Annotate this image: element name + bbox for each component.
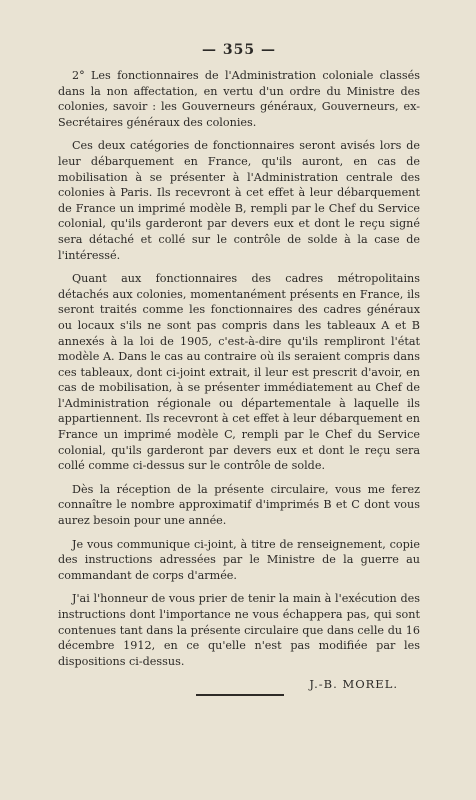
paragraph-instructions-copy: Je vous communique ci-joint, à titre de renseignement, copie des instructions adressées par le Ministre de la guerre au commandant de corps d'armée. (58, 537, 420, 582)
paragraph-non-affectation: 2° Les fonctionnaires de l'Administration coloniale classés dans la non affectation, en vertu d'un ordre du Ministre des colonies, savoir : les Gouverneurs généraux, Gouverneurs, ex-Secrétaires généraux des colonies. (58, 69, 420, 129)
signature: J.-B. MOREL. (309, 677, 398, 692)
page-number: — 355 — (202, 42, 276, 58)
paragraph-forms-count: Dès la réception de la présente circulaire, vous me ferez connaître le nombre approximatif d'imprimés B et C dont vous aurez besoin pour une année. (58, 482, 420, 528)
closing-rule (196, 694, 284, 696)
paragraph-two-categories: Ces deux catégories de fonctionnaires seront avisés lors de leur débarquement en France, qu'ils auront, en cas de mobilisation à se présenter à l'Administration centrale des colonies à Paris. Ils recevront à cet effet à leur débarquement de France un imprimé modèle B, rempli par le Chef du Service colonial, qu'ils garderont par devers eux et dont le reçu signé sera détaché et collé sur le contrôle de solde à la case de l'intéressé. (58, 139, 420, 262)
paragraph-closing: J'ai l'honneur de vous prier de tenir la main à l'exécution des instructions dont l'importance ne vous échappera pas, qui sont contenues tant dans la présente circulaire que dans celle du 16 décembre 1912, en ce qu'elle n'est pas modifiée par les dispositions ci-dessus. (58, 592, 420, 668)
paragraph-metropolitan-officials: Quant aux fonctionnaires des cadres métropolitains détachés aux colonies, momentanément présents en France, ils seront traités comme les fonctionnaires des cadres généraux ou locaux s'ils ne sont pas compris dans les tableaux A et B annexés à la loi de 1905, c'est-à-dire qu'ils rempliront l'état modèle A. Dans le cas au contraire où ils seraient compris dans ces tableaux, dont ci-joint extrait, il leur est prescrit d'avoir, en cas de mobilisation, à se présenter immédiatement au Chef de l'Administration régionale ou départementale à laquelle ils appartiennent. Ils recevront à cet effet à leur débarquement en France un imprimé modèle C, rempli par le Chef du Service colonial, qu'ils garderont par devers eux et dont le reçu sera collé comme ci-dessus sur le contrôle de solde. (58, 272, 420, 473)
